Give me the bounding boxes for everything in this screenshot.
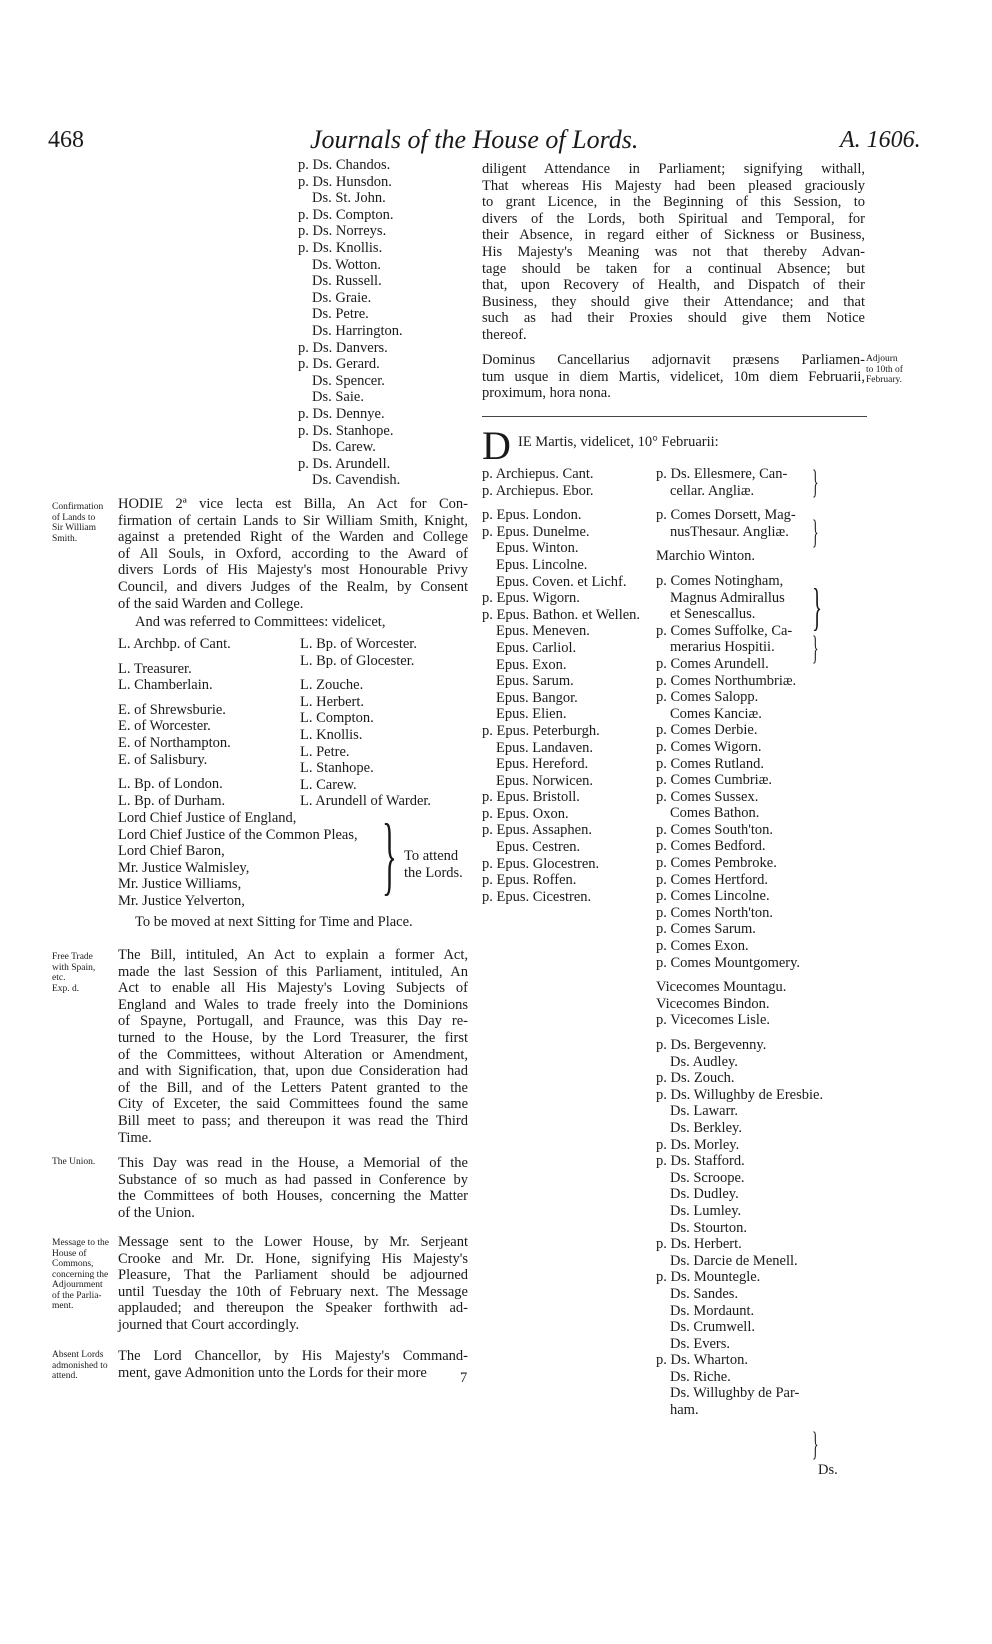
bishop-entry: Epus. Cestren. bbox=[496, 839, 581, 856]
paragraph-line: of the said Warden and College. bbox=[118, 595, 304, 612]
bishop-entry: Epus. Bangor. bbox=[496, 689, 578, 706]
catchword-left: 7 bbox=[460, 1370, 468, 1386]
lord-entry: Ds. Saie. bbox=[312, 389, 364, 406]
temporal-lord-entry: p. Ds. Mountegle. bbox=[656, 1269, 761, 1286]
paragraph-line: of the Union. bbox=[118, 1204, 195, 1221]
paragraph-line: Pleasure, That the Parliament should be adjourned bbox=[118, 1267, 468, 1284]
temporal-lord-entry: Marchio Winton. bbox=[656, 548, 756, 565]
temporal-lord-entry: p. Comes Derbie. bbox=[656, 722, 758, 739]
lord-entry: Ds. Russell. bbox=[312, 273, 382, 290]
temporal-lord-entry: p. Comes Mountgomery. bbox=[656, 954, 801, 971]
temporal-lord-entry: p. Ds. Morley. bbox=[656, 1136, 740, 1153]
committee-entry: L. Bp. of Durham. bbox=[118, 792, 226, 809]
bishop-entry bbox=[482, 499, 640, 507]
temporal-lord-entry: merarius Hospitii. bbox=[670, 639, 775, 656]
running-title: Journals of the House of Lords. bbox=[310, 125, 639, 154]
margin-line: Free Trade bbox=[52, 952, 93, 962]
margin-line: Exp. d. bbox=[52, 983, 80, 994]
temporal-lord-entry: p. Comes Lincolne. bbox=[656, 888, 770, 905]
lord-entry: p. Ds. Dennye. bbox=[298, 405, 385, 422]
lord-entry: Ds. Graie. bbox=[312, 289, 372, 306]
lord-entry: Ds. Carew. bbox=[312, 439, 376, 456]
temporal-lord-entry: p. Comes Northumbriæ. bbox=[656, 672, 797, 689]
page-number: 468 bbox=[48, 127, 84, 153]
temporal-lord-entry: p. Comes North'ton. bbox=[656, 904, 773, 921]
paragraph-line: tum usque in diem Martis, videlicet, 10m diem Februarii, bbox=[482, 368, 865, 385]
margin-line: Confirmation bbox=[52, 502, 104, 512]
paragraph-line: that, upon Recovery of Health, and Dispatch of their bbox=[482, 277, 865, 294]
judge-entry: Lord Chief Justice of England, bbox=[118, 810, 297, 826]
lord-entry: Ds. Cavendish. bbox=[312, 472, 401, 489]
margin-line: Commons, bbox=[52, 1259, 94, 1269]
bishop-entry: p. Epus. Dunelme. bbox=[482, 523, 590, 540]
paragraph-line: diligent Attendance in Parliament; signifying withall, bbox=[482, 161, 865, 177]
paragraph-line: This Day was read in the House, a Memorial of the bbox=[118, 1155, 468, 1171]
paragraph-line: England and Wales to trade freely into the Dominions bbox=[118, 996, 468, 1013]
margin-line: Absent Lords bbox=[52, 1350, 104, 1360]
paragraph-line: tage should be taken for a continual Absence; but bbox=[482, 260, 865, 277]
temporal-lord-entry: Ds. Sandes. bbox=[670, 1285, 739, 1302]
bishop-entry: Epus. Norwicen. bbox=[496, 772, 594, 789]
bishop-entry: p. Epus. Cicestren. bbox=[482, 888, 592, 905]
committee-entry: L. Archbp. of Cant. bbox=[118, 636, 231, 652]
temporal-lord-entry: p. Ds. Bergevenny. bbox=[656, 1037, 767, 1053]
bishop-entry: Epus. Winton. bbox=[496, 540, 579, 557]
paragraph-line: made the last Session of this Parliament, intituled, An bbox=[118, 963, 468, 980]
temporal-lord-entry: p. Comes Pembroke. bbox=[656, 855, 777, 872]
paragraph-line: of Spayne, Portugall, and Fraunce, was this Day re- bbox=[118, 1013, 468, 1030]
margin-line: etc. bbox=[52, 973, 66, 983]
bishop-entry: p. Epus. Glocestren. bbox=[482, 855, 600, 872]
spiritual-lords bbox=[482, 466, 640, 905]
committees-left bbox=[118, 636, 231, 809]
lord-entry: Ds. St. John. bbox=[312, 190, 386, 207]
margin-note-smith bbox=[52, 502, 103, 544]
temporal-lord-entry: Ds. Lawarr. bbox=[670, 1103, 739, 1120]
paragraph-line: That whereas His Majesty had been pleased graciously bbox=[482, 177, 865, 194]
committee-entry: E. of Shrewsburie. bbox=[118, 701, 226, 718]
lord-entry: Ds. Petre. bbox=[312, 306, 369, 323]
paragraph-message bbox=[118, 1234, 468, 1334]
temporal-lord-entry: Ds. Evers. bbox=[670, 1335, 731, 1352]
margin-line: with Spain, bbox=[52, 962, 96, 973]
margin-line: of the Parlia- bbox=[52, 1290, 102, 1301]
temporal-lord-entry: p. Comes South'ton. bbox=[656, 821, 774, 838]
paragraph-line: Substance of so much as had passed in Conference by bbox=[118, 1171, 468, 1188]
temporal-lord-entry: Ds. Scroope. bbox=[670, 1169, 745, 1186]
temporal-lord-entry: p. Comes Suffolke, Ca- bbox=[656, 622, 793, 639]
temporal-lord-entry: et Senescallus. bbox=[670, 606, 756, 623]
temporal-lord-entry: p. Comes Sarum. bbox=[656, 921, 756, 938]
temporal-lord-entry: Ds. Mordaunt. bbox=[670, 1302, 755, 1319]
paragraph-line: The Bill, intituled, An Act to explain a former Act, bbox=[118, 947, 468, 963]
committee-entry: L. Bp. of Worcester. bbox=[300, 636, 417, 652]
bishop-entry: Epus. Coven. et Lichf. bbox=[496, 573, 627, 590]
margin-line: Sir William bbox=[52, 523, 97, 533]
judge-entry: Mr. Justice Walmisley, bbox=[118, 859, 250, 876]
temporal-lord-entry: p. Ds. Zouch. bbox=[656, 1070, 735, 1087]
temporal-lord-entry: p. Comes Dorsett, Mag- bbox=[656, 507, 796, 524]
temporal-lord-entry: Vicecomes Bindon. bbox=[656, 995, 770, 1012]
committee-entry: E. of Worcester. bbox=[118, 718, 211, 735]
paragraph-line: The Lord Chancellor, by His Majesty's Command- bbox=[118, 1348, 468, 1364]
temporal-lord-entry: Ds. Stourton. bbox=[670, 1219, 747, 1236]
referred-line: And was referred to Committees: videlicet, bbox=[135, 614, 386, 630]
paragraph-attendance bbox=[482, 161, 865, 344]
to-attend-note bbox=[404, 848, 463, 881]
bishop-entry: Epus. Elien. bbox=[496, 706, 567, 723]
paragraph-line: Act to enable all His Majesty's Loving Subjects of bbox=[118, 980, 468, 997]
brace-willughby: } bbox=[812, 1426, 819, 1463]
paragraph-line: of All Souls, in Oxford, according to the Award of bbox=[118, 545, 468, 562]
margin-line: to 10th of bbox=[866, 364, 903, 375]
catchword-right: Ds. bbox=[818, 1462, 838, 1478]
lord-entry: p. Ds. Compton. bbox=[298, 206, 394, 223]
temporal-lord-entry: p. Comes Wigorn. bbox=[656, 738, 762, 755]
margin-line: House of bbox=[52, 1248, 87, 1259]
section-rule bbox=[482, 416, 867, 417]
margin-line: Smith. bbox=[52, 533, 78, 544]
margin-line: ment. bbox=[52, 1301, 74, 1311]
attend-line: the Lords. bbox=[404, 864, 463, 881]
temporal-lord-entry: Ds. Berkley. bbox=[670, 1119, 742, 1136]
paragraph-line: Dominus Cancellarius adjornavit præsens Parliamen- bbox=[482, 352, 865, 368]
year: A. 1606. bbox=[840, 127, 921, 153]
committee-entry: L. Bp. of London. bbox=[118, 776, 223, 793]
paragraph-line: City of Exceter, the said Committees found the same bbox=[118, 1096, 468, 1113]
paragraph-smith bbox=[118, 496, 468, 612]
drop-cap: D bbox=[482, 423, 511, 468]
margin-line: admonished to bbox=[52, 1360, 108, 1371]
paragraph-line: His Majesty's Meaning was not that thereby Advan- bbox=[482, 243, 865, 260]
temporal-lord-entry: p. Ds. Ellesmere, Can- bbox=[656, 466, 788, 482]
temporal-lord-entry: Comes Bathon. bbox=[670, 805, 760, 822]
paragraph-line: Council, and divers Judges of the Realm, by Consent bbox=[118, 578, 468, 595]
committee-entry: L. Compton. bbox=[300, 710, 374, 727]
lord-entry: p. Ds. Norreys. bbox=[298, 223, 387, 240]
brace-judges: } bbox=[382, 807, 397, 904]
lord-entry: Ds. Harrington. bbox=[312, 322, 403, 339]
bishop-entry: Epus. Exon. bbox=[496, 656, 567, 673]
temporal-lord-entry: Ds. Willughby de Par- bbox=[670, 1385, 800, 1402]
margin-note-absent bbox=[52, 1350, 108, 1382]
lord-entry: p. Ds. Stanhope. bbox=[298, 422, 394, 439]
lord-entry: p. Ds. Knollis. bbox=[298, 239, 383, 256]
bishop-entry: p. Archiepus. Ebor. bbox=[482, 482, 594, 499]
paragraph-line: such as had their Proxies should give them Notice bbox=[482, 310, 865, 327]
committee-entry: L. Arundell of Warder. bbox=[300, 793, 432, 810]
bishop-entry: p. Epus. Wigorn. bbox=[482, 590, 580, 607]
committees-right bbox=[300, 636, 431, 810]
lord-entry: p. Ds. Gerard. bbox=[298, 356, 380, 373]
temporal-lord-entry: p. Comes Hertford. bbox=[656, 871, 768, 888]
temporal-lord-entry bbox=[656, 540, 823, 548]
committee-entry: L. Bp. of Glocester. bbox=[300, 652, 415, 669]
committee-entry: L. Treasurer. bbox=[118, 660, 192, 677]
margin-line: February. bbox=[866, 375, 903, 385]
temporal-lord-entry: p. Comes Salopp. bbox=[656, 689, 759, 706]
paragraph-line: the Committees of both Houses, concerning the Matter bbox=[118, 1188, 468, 1205]
brace-ellesmere: } bbox=[812, 464, 819, 501]
lord-entry: p. Ds. Hunsdon. bbox=[298, 173, 392, 190]
paragraph-line: applauded; and thereupon the Speaker forthwith ad- bbox=[118, 1300, 468, 1317]
paragraph-adjourn bbox=[482, 352, 865, 402]
judge-entry: Lord Chief Justice of the Common Pleas, bbox=[118, 826, 358, 843]
moved-line: To be moved at next Sitting for Time and Place. bbox=[135, 914, 413, 930]
paragraph-line: of the Committees, without Alteration or Amendment, bbox=[118, 1046, 468, 1063]
judge-entry: Mr. Justice Williams, bbox=[118, 876, 242, 893]
committee-entry: L. Petre. bbox=[300, 743, 350, 760]
margin-line: Adjourn bbox=[866, 354, 898, 364]
temporal-lord-entry bbox=[656, 565, 823, 573]
paragraph-line: to grant Licence, in the Beginning of this Session, to bbox=[482, 194, 865, 211]
lords-list-top bbox=[298, 157, 403, 489]
lord-entry: Ds. Spencer. bbox=[312, 372, 385, 389]
committee-entry: E. of Northampton. bbox=[118, 734, 231, 751]
margin-note-union bbox=[52, 1157, 95, 1168]
attend-line: To attend bbox=[404, 848, 459, 864]
bishop-entry: p. Epus. Assaphen. bbox=[482, 822, 592, 839]
lord-entry: p. Ds. Arundell. bbox=[298, 455, 391, 472]
paragraph-line: Time. bbox=[118, 1129, 152, 1146]
paragraph-free-trade bbox=[118, 947, 468, 1146]
paragraph-line: ment, gave Admonition unto the Lords for their more bbox=[118, 1364, 427, 1381]
bishop-entry: p. Epus. London. bbox=[482, 507, 582, 524]
paragraph-line: thereof. bbox=[482, 326, 527, 343]
bishop-entry: Epus. Landaven. bbox=[496, 739, 594, 756]
temporal-lord-entry: cellar. Angliæ. bbox=[670, 482, 755, 499]
brace-suffolke: } bbox=[812, 630, 819, 667]
temporal-lord-entry: p. Comes Sussex. bbox=[656, 788, 759, 805]
paragraph-line: against a pretended Right of the Warden and College bbox=[118, 529, 468, 546]
paragraph-line: Crooke and Mr. Dr. Hone, signifying His Majesty's bbox=[118, 1250, 468, 1267]
temporal-lord-entry: Magnus Admirallus bbox=[670, 589, 785, 606]
temporal-lord-entry: p. Comes Arundell. bbox=[656, 655, 769, 672]
temporal-lord-entry: p. Comes Bedford. bbox=[656, 838, 766, 855]
committee-entry: L. Stanhope. bbox=[300, 760, 374, 777]
temporal-lord-entry: Ds. Audley. bbox=[670, 1053, 738, 1070]
margin-line: concerning the bbox=[52, 1269, 109, 1280]
paragraph-line: Business, they should give their Attendance; and that bbox=[482, 293, 865, 310]
margin-note-adjourn bbox=[866, 354, 903, 386]
temporal-lord-entry: p. Comes Exon. bbox=[656, 938, 749, 955]
lord-entry: p. Ds. Danvers. bbox=[298, 339, 388, 356]
paragraph-union bbox=[118, 1155, 468, 1221]
temporal-lord-entry: Ds. Crumwell. bbox=[670, 1319, 755, 1336]
paragraph-absent bbox=[118, 1348, 468, 1381]
temporal-lord-entry: p. Comes Rutland. bbox=[656, 755, 764, 772]
lord-entry: p. Ds. Chandos. bbox=[298, 157, 391, 173]
bishop-entry: p. Epus. Roffen. bbox=[482, 872, 577, 889]
paragraph-line: proximum, hora nona. bbox=[482, 385, 611, 402]
bishop-entry: p. Epus. Bathon. et Wellen. bbox=[482, 606, 641, 623]
temporal-lord-entry: Ds. Riche. bbox=[670, 1368, 731, 1385]
bishop-entry: p. Epus. Oxon. bbox=[482, 805, 569, 822]
committee-entry: L. Zouche. bbox=[300, 677, 364, 694]
bishop-entry: Epus. Lincolne. bbox=[496, 556, 588, 573]
committee-entry: L. Knollis. bbox=[300, 726, 363, 743]
temporal-lord-entry: p. Ds. Stafford. bbox=[656, 1153, 745, 1170]
bishop-entry: Epus. Hereford. bbox=[496, 756, 589, 773]
paragraph-line: until Tuesday the 10th of February next. The Message bbox=[118, 1283, 468, 1300]
die-heading: IE Martis, videlicet, 10° Februarii: bbox=[518, 434, 719, 450]
margin-line: Adjournment bbox=[52, 1280, 103, 1290]
temporal-lord-entry bbox=[656, 971, 823, 979]
paragraph-line: their Absence, in regard either of Sickness or Business, bbox=[482, 227, 865, 244]
paragraph-line: of the Bill, and of the Letters Patent granted to the bbox=[118, 1079, 468, 1096]
paragraph-line: Message sent to the Lower House, by Mr. Serjeant bbox=[118, 1234, 468, 1250]
paragraph-line: turned to the House, by the Lord Treasurer, the first bbox=[118, 1029, 468, 1046]
temporal-lord-entry: ham. bbox=[670, 1402, 699, 1419]
paragraph-line: and with Signification, that, upon due Consideration had bbox=[118, 1063, 468, 1080]
margin-line: of Lands to bbox=[52, 512, 96, 523]
temporal-lord-entry: p. Ds. Herbert. bbox=[656, 1236, 742, 1253]
temporal-lord-entry: p. Ds. Willughby de Eresbie. bbox=[656, 1086, 824, 1103]
bishop-entry: Epus. Carliol. bbox=[496, 639, 577, 656]
temporal-lord-entry bbox=[656, 499, 823, 507]
paragraph-line: divers of the Lords, both Spiritual and Temporal, for bbox=[482, 210, 865, 227]
paragraph-line: HODIE 2ª vice lecta est Billa, An Act for Con- bbox=[118, 496, 468, 512]
bishop-entry: p. Epus. Bristoll. bbox=[482, 789, 580, 806]
paragraph-line: journed that Court accordingly. bbox=[118, 1316, 300, 1333]
temporal-lord-entry: Vicecomes Mountagu. bbox=[656, 979, 787, 996]
temporal-lord-entry: p. Comes Cumbriæ. bbox=[656, 772, 773, 789]
judge-entry: Lord Chief Baron, bbox=[118, 843, 225, 860]
temporal-lord-entry: p. Comes Notingham, bbox=[656, 572, 784, 589]
bishop-entry: p. Epus. Peterburgh. bbox=[482, 722, 600, 739]
judges-list bbox=[118, 810, 358, 910]
paragraph-line: Bill meet to pass; and thereupon it was read the Third bbox=[118, 1112, 468, 1129]
temporal-lords bbox=[656, 466, 823, 1419]
margin-note-free-trade bbox=[52, 952, 95, 994]
committee-entry: L. Herbert. bbox=[300, 693, 365, 710]
committee-entry: L. Chamberlain. bbox=[118, 677, 213, 694]
brace-dorsett: } bbox=[812, 514, 819, 551]
temporal-lord-entry: Ds. Darcie de Menell. bbox=[670, 1252, 798, 1269]
bishop-entry: Epus. Meneven. bbox=[496, 623, 590, 640]
bishop-entry: Epus. Sarum. bbox=[496, 673, 574, 690]
margin-line: Message to the bbox=[52, 1238, 109, 1248]
paragraph-line: firmation of certain Lands to Sir William Smith, Knight, bbox=[118, 512, 468, 529]
temporal-lord-entry: p. Vicecomes Lisle. bbox=[656, 1012, 771, 1029]
lord-entry: Ds. Wotton. bbox=[312, 256, 382, 273]
temporal-lord-entry: Ds. Dudley. bbox=[670, 1186, 739, 1203]
temporal-lord-entry bbox=[656, 1029, 823, 1037]
temporal-lord-entry: nusThesaur. Angliæ. bbox=[670, 523, 789, 540]
brace-notingham: } bbox=[812, 579, 822, 636]
temporal-lord-entry: Comes Kanciæ. bbox=[670, 705, 762, 722]
temporal-lord-entry: Ds. Lumley. bbox=[670, 1202, 742, 1219]
margin-line: The Union. bbox=[52, 1157, 96, 1167]
bishop-entry: p. Archiepus. Cant. bbox=[482, 466, 594, 482]
temporal-lord-entry: p. Ds. Wharton. bbox=[656, 1352, 748, 1369]
paragraph-line: divers Lords of His Majesty's most Honourable Privy bbox=[118, 562, 468, 579]
margin-note-message bbox=[52, 1238, 109, 1312]
margin-line: attend. bbox=[52, 1371, 78, 1381]
judge-entry: Mr. Justice Yelverton, bbox=[118, 892, 245, 909]
committee-entry: L. Carew. bbox=[300, 776, 357, 793]
committee-entry: E. of Salisbury. bbox=[118, 751, 208, 768]
